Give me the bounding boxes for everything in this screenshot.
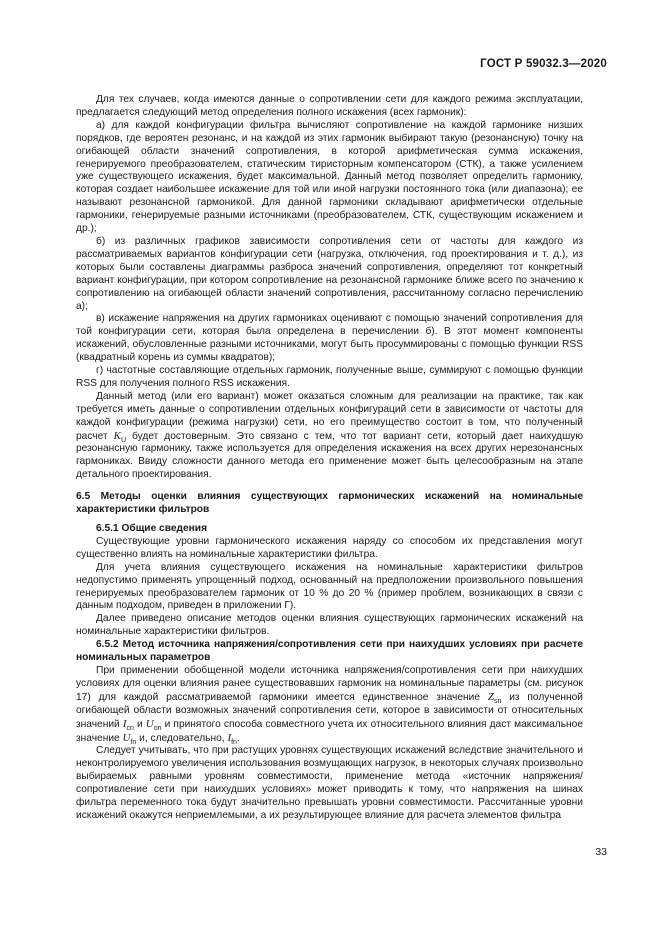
subscript: U [120,436,127,444]
list-item-a: а) для каждой конфигурации фильтра вычисляют сопротивление на каждой гармонике низших порядков, где вероятен резонанс, и на каждой из этих гармоник выбирают такую (резонансную) точку на огибающей области значений сопротивления, в которой арифметическая сумма искажения, генерируемого преобразователем, статическим тиристорным компенсатором (СТК), а также усилением уже существующего искажения, будет максимальной. Данный метод позволяет определить гармонику, которая создает наибольшее искажение для той или иной нагрузки постоянного тока (или диапазона); ее называют резонансной гармоникой. Для данной гармоники складывают арифметически отдельные гармоники, генерируемые разными источниками (преобразователем, СТК, существующим искажением и др.); [76,119,583,235]
list-item-b: б) из различных графиков зависимости сопротивления сети от частоты для каждого из рассматриваемых вариантов конфигурации сети (нагрузка, отключения, год проектирования и т. д.), из которых были составлены диаграммы разброса значений сопротивления, определяют тот конкретный вариант конфигурации, при котором сопротивление на резонансной гармонике ближе всего по значению к сопротивлению на огибающей области значений сопротивления, рассчитанному согласно перечислению а); [76,235,583,312]
variable-k: K [113,429,121,442]
section-heading-6-5: 6.5 Методы оценки влияния существующих гармонических искажений на номинальные характеристики фильтров [76,491,583,516]
document-code: ГОСТ Р 59032.3—2020 [480,58,607,70]
paragraph: Для тех случаев, когда имеются данные о сопротивлении сети для каждого режима эксплуатации, предлагается следующий метод определения полного искажения (всех гармоник): [76,94,583,118]
paragraph: Существующие уровни гармонического искажения наряду со способом их представления могут существенно влиять на номинальные характеристики фильтра. [76,535,583,560]
paragraph: Для учета влияния существующего искажения на номинальные характеристики фильтров недопустимо применять упрощенный подход, основанный на предположении произвольного повышения генерируемых преобразователем гармоник от 10 % до 20 % (пример проблем, возникающих в связи с данным подходом, приведен в приложении Г). [76,561,583,612]
list-item-v: в) искажение напряжения на других гармониках оценивают с помощью значений сопротивления для той конфигурации сети, которая была определена в перечислении б). В этот момент компоненты искажений, обусловленные разными источниками, могут быть просуммированы с помощью функции RSS (квадратный корень из суммы квадратов); [76,313,583,364]
paragraph: Следует учитывать, что при растущих уровнях существующих искажений вследствие значительного и неконтролируемого увеличения использования возмущающих нагрузок, в некоторых случаях произвольно выбираемых равными уровням совместимости, применение метода «источник напряжения/сопротивление сети при наихудших условиях» может приводить к тому, что напряжения на шинах фильтра переменного тока будут значительно превышать уровни совместимости. Рассчитанные уровни искажений окажутся неприемлемыми, а их результирующее влияние для расчета элементов фильтра [76,745,583,821]
paragraph: Данный метод (или его вариант) может оказаться сложным для реализации на практике, так как требуется иметь данные о сопротивлении отдельных конфигураций сети в зависимости от частоты для каждой конфигурации (режима нагрузки) сети, но его преимущество состоит в том, что полученный расчет $K_U$ будет достоверным. Это связано с тем, что тот вариант сети, который дает наихудшую резонансную гармонику, также используется для определения искажения на всех других нерезонансных гармониках. Ввиду сложности данного метода его применение может быть целесообразным на этапе детального проектирования. [76,390,583,481]
paragraph: Далее приведено описание методов оценки влияния существующих гармонических искажений на номинальные характеристики фильтров. [76,613,583,638]
page-number: 33 [595,846,607,858]
paragraph: При применении обобщенной модели источника напряжения/сопротивления сети при наихудших условиях для оценки влияния ранее существовавших гармоник на номинальные параметры (см. рисунок 17) для каждой рассматриваемой гармоники имеется единственное значение $Z_{sn}$ из полученной огибающей области возможных значений сопротивления сети, которое в зависимости от относительных значений $I_{cn}$ и $U_{on}$ и принятого способа совместного учета их относительного влияния даст максимальное значение $U_{fn}$ и, следовательно, $I_{fn}$. [76,664,583,746]
section-heading-6-5-2: 6.5.2 Метод источника напряжения/сопротивления сети при наихудших условиях при расчете номинальных параметров [76,639,583,664]
document-body [76,94,583,823]
section-heading-6-5-1: 6.5.1 Общие сведения [96,523,208,534]
list-item-g: г) частотные составляющие отдельных гармоник, полученные выше, суммируют с помощью функции RSS для получения полного RSS искажения. [76,365,583,389]
